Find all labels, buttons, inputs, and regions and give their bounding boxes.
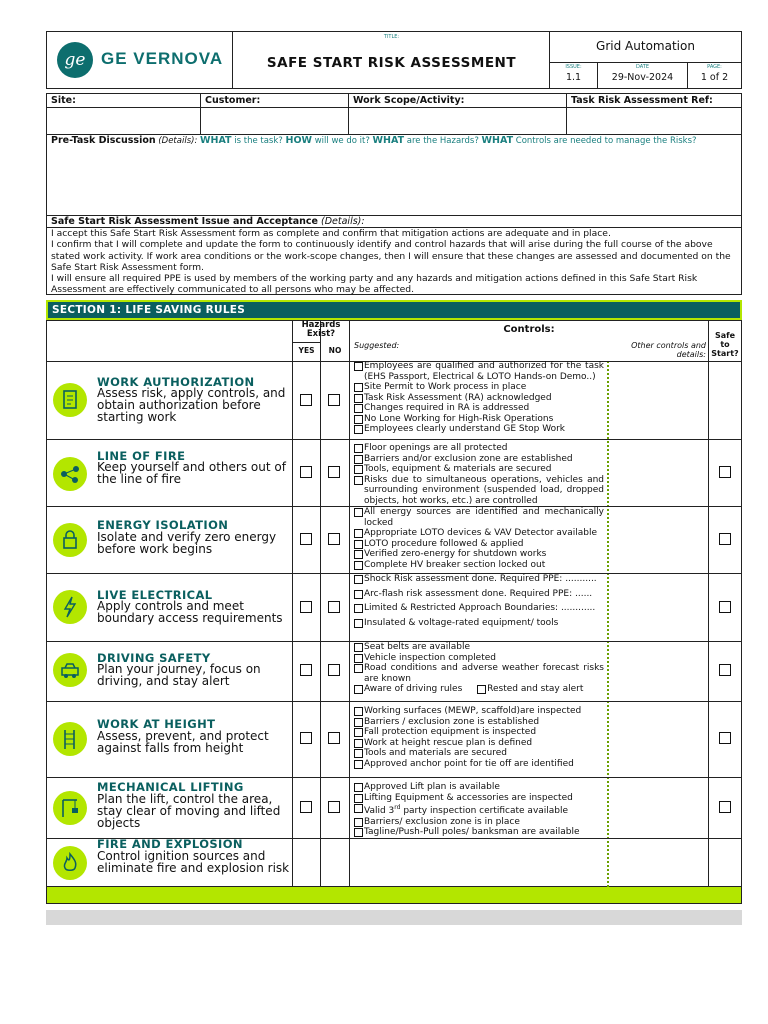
hazard-yes-checkbox[interactable]: [300, 732, 312, 744]
control-item[interactable]: Seat belts are available: [354, 642, 604, 653]
date-label: DATE: [635, 64, 649, 70]
control-item[interactable]: Barriers / exclusion zone is established: [354, 717, 604, 728]
site-label: Site:: [51, 95, 76, 106]
control-item[interactable]: Site Permit to Work process in place: [354, 382, 604, 393]
control-item[interactable]: Lifting Equipment & accessories are inspected: [354, 793, 604, 804]
control-item[interactable]: Appropriate LOTO devices & VAV Detector available: [354, 528, 604, 539]
site-field[interactable]: [51, 108, 198, 133]
logo-cell: [47, 32, 233, 88]
control-item[interactable]: Working surfaces (MEWP, scaffold)are inspected: [354, 706, 604, 717]
control-item[interactable]: Employees are qualified and authorized for the task (EHS Passport, Electrical & LOTO Hands-on Demo..): [354, 361, 604, 382]
page-cell: [688, 63, 741, 88]
hazard-no-checkbox[interactable]: [328, 394, 340, 406]
rule-description: Plan the lift, control the area, stay clear of moving and lifted objects: [97, 792, 281, 830]
hazard-no-checkbox[interactable]: [328, 732, 340, 744]
control-item[interactable]: Barriers and/or exclusion zone are established: [354, 454, 604, 465]
acceptance-label: Safe Start Risk Assessment Issue and Acceptance (Details):: [51, 216, 365, 227]
no-header: NO: [328, 346, 342, 355]
other-controls-label: Other controls and details:: [631, 341, 706, 359]
org-name: Grid Automation: [550, 32, 741, 63]
control-item[interactable]: Fall protection equipment is inspected: [354, 727, 604, 738]
section-title: SECTION 1: LIFE SAVING RULES: [48, 302, 740, 318]
control-item[interactable]: Employees clearly understand GE Stop Work: [354, 424, 604, 435]
divider: [348, 94, 349, 135]
ge-logo-icon: ge: [57, 42, 93, 78]
issue-label: ISSUE:: [565, 64, 582, 70]
rule-description: Plan your journey, focus on driving, and stay alert: [97, 662, 261, 688]
hazard-yes-checkbox[interactable]: [300, 801, 312, 813]
page-label: PAGE:: [707, 64, 722, 70]
control-item[interactable]: Floor openings are all protected: [354, 443, 604, 454]
control-item[interactable]: Work at height rescue plan is defined: [354, 738, 604, 749]
rule-title: LINE OF FIRE: [97, 449, 186, 463]
work-scope-field[interactable]: [351, 108, 564, 133]
control-item[interactable]: Limited & Restricted Approach Boundaries: ............: [354, 603, 604, 614]
vehicle-icon: [53, 653, 87, 687]
control-item[interactable]: Rested and stay alert: [477, 684, 583, 695]
title-label: TITLE:: [383, 34, 400, 40]
controls-list: [354, 782, 604, 838]
controls-list: [354, 507, 604, 570]
safe-to-start-header: Safe to Start?: [711, 331, 739, 358]
hazard-no-checkbox[interactable]: [328, 601, 340, 613]
ladder-icon: [53, 722, 87, 756]
hazard-yes-checkbox[interactable]: [300, 601, 312, 613]
task-ref-field[interactable]: [569, 108, 739, 133]
rule-title: LIVE ELECTRICAL: [97, 588, 213, 602]
controls-list: [354, 361, 604, 439]
hazard-yes-checkbox[interactable]: [300, 664, 312, 676]
control-item[interactable]: Road conditions and adverse weather forecast risks are known: [354, 663, 604, 684]
document-title: SAFE START RISK ASSESSMENT: [266, 55, 517, 71]
controls-list: [354, 443, 604, 506]
rule-title: FIRE AND EXPLOSION: [97, 837, 243, 851]
control-item[interactable]: Task Risk Assessment (RA) acknowledged: [354, 393, 604, 404]
control-item[interactable]: No Lone Working for High-Risk Operations: [354, 414, 604, 425]
lightning-icon: [53, 590, 87, 624]
control-item[interactable]: Insulated & voltage-rated equipment/ tools: [354, 618, 604, 629]
control-item[interactable]: Risks due to simultaneous operations, vehicles and surrounding environment (suspended load, dropped objects, hot works, etc.) are controlled: [354, 475, 604, 507]
customer-label: Customer:: [205, 95, 261, 106]
section-footer-bar: [46, 887, 742, 904]
control-item[interactable]: LOTO procedure followed & applied: [354, 539, 604, 550]
document-icon: [53, 383, 87, 417]
hazard-no-checkbox[interactable]: [328, 533, 340, 545]
rule-description: Apply controls and meet boundary access requirements: [97, 599, 283, 625]
control-item[interactable]: Arc-flash risk assessment done. Required PPE: ......: [354, 589, 604, 600]
document-header: [46, 31, 742, 89]
rule-title: DRIVING SAFETY: [97, 651, 211, 665]
rule-description: Isolate and verify zero energy before work begins: [97, 530, 277, 556]
controls-header: Controls:: [503, 324, 555, 335]
control-item[interactable]: Shock Risk assessment done. Required PPE: ...........: [354, 574, 604, 585]
safe-to-start-checkbox[interactable]: [719, 466, 731, 478]
grey-separator-bar: [46, 910, 742, 925]
rule-title: WORK AUTHORIZATION: [97, 375, 255, 389]
rule-description: Keep yourself and others out of the line of fire: [97, 460, 286, 486]
rule-title: WORK AT HEIGHT: [97, 717, 216, 731]
rule-description: Assess, prevent, and protect against falls from height: [97, 729, 269, 755]
rule-description: Assess risk, apply controls, and obtain authorization before starting work: [97, 386, 286, 424]
control-item[interactable]: Tools, equipment & materials are secured: [354, 464, 604, 475]
logo-text: GE VERNOVA: [101, 49, 224, 68]
issue-cell: [550, 63, 598, 88]
info-block: [46, 93, 742, 295]
hazard-yes-checkbox[interactable]: [300, 394, 312, 406]
control-item[interactable]: Barriers/ exclusion zone is in place: [354, 817, 604, 828]
task-ref-label: Task Risk Assessment Ref:: [571, 95, 713, 106]
padlock-icon: [53, 523, 87, 557]
hazard-yes-checkbox[interactable]: [300, 466, 312, 478]
rule-description: Control ignition sources and eliminate fire and explosion risk: [97, 849, 290, 875]
control-item[interactable]: Tagline/Push-Pull poles/ banksman are available: [354, 827, 604, 838]
control-item[interactable]: Tools and materials are secured: [354, 748, 604, 759]
controls-list: [354, 642, 604, 695]
hazard-yes-checkbox[interactable]: [300, 533, 312, 545]
hazard-no-checkbox[interactable]: [328, 801, 340, 813]
divider: [200, 94, 201, 135]
control-item[interactable]: Changes required in RA is addressed: [354, 403, 604, 414]
date-value: 29-Nov-2024: [611, 72, 674, 83]
suggested-label: Suggested:: [354, 341, 400, 350]
hazards-exist-header: Hazards Exist?: [301, 320, 341, 339]
control-item[interactable]: Verified zero-energy for shutdown works: [354, 549, 604, 560]
control-item[interactable]: Aware of driving rules: [354, 684, 462, 695]
safe-to-start-checkbox[interactable]: [719, 801, 731, 813]
flame-icon: [53, 846, 87, 880]
date-cell: [598, 63, 688, 88]
safe-to-start-checkbox[interactable]: [719, 533, 731, 545]
control-item[interactable]: Vehicle inspection completed: [354, 653, 604, 664]
hazard-no-checkbox[interactable]: [328, 664, 340, 676]
line-of-fire-icon: [53, 457, 87, 491]
control-item[interactable]: All energy sources are identified and mechanically locked: [354, 507, 604, 528]
issue-value: 1.1: [565, 72, 582, 83]
control-item[interactable]: Valid 3rd party inspection certificate available: [354, 803, 604, 817]
safe-to-start-checkbox[interactable]: [719, 601, 731, 613]
pretask-field[interactable]: [49, 156, 739, 214]
safe-to-start-checkbox[interactable]: [719, 664, 731, 676]
customer-field[interactable]: [203, 108, 346, 133]
acceptance-text: I accept this Safe Start Risk Assessment form as complete and confirm that mitigation actions are adequate and in place. I confirm that I will complete and update the form to continuously identify and control hazards that will arise during the full course of the above stated work activity. If work area conditions or the work-scope changes, then I will ensure that these changes are assessed and documented on the Safe Start Risk Assessment form. I will ensure all required PPE is used by members of the working party and any hazards and mitigation actions defined in this Safe Start Risk Assessment are effectively communicated to all persons who may be affected.: [51, 228, 731, 296]
control-item[interactable]: Approved Lift plan is available: [354, 782, 604, 793]
control-item[interactable]: Approved anchor point for tie off are identified: [354, 759, 604, 770]
control-item[interactable]: Complete HV breaker section locked out: [354, 560, 604, 571]
divider: [566, 94, 567, 135]
title-cell: [233, 32, 550, 88]
controls-list: [354, 574, 604, 641]
controls-list: [354, 706, 604, 769]
pretask-discussion-label: Pre-Task Discussion (Details): WHAT is the task? HOW will we do it? WHAT are the Hazards? WHAT Controls are needed to manage the Risks?: [51, 135, 697, 146]
work-scope-label: Work Scope/Activity:: [353, 95, 465, 106]
page-value: 1 of 2: [700, 72, 729, 83]
hazard-no-checkbox[interactable]: [328, 466, 340, 478]
yes-header: YES: [298, 346, 315, 355]
rule-title: MECHANICAL LIFTING: [97, 780, 244, 794]
rule-title: ENERGY ISOLATION: [97, 518, 229, 532]
safe-to-start-checkbox[interactable]: [719, 732, 731, 744]
life-saving-rules-table: [46, 320, 742, 887]
crane-icon: [53, 791, 87, 825]
